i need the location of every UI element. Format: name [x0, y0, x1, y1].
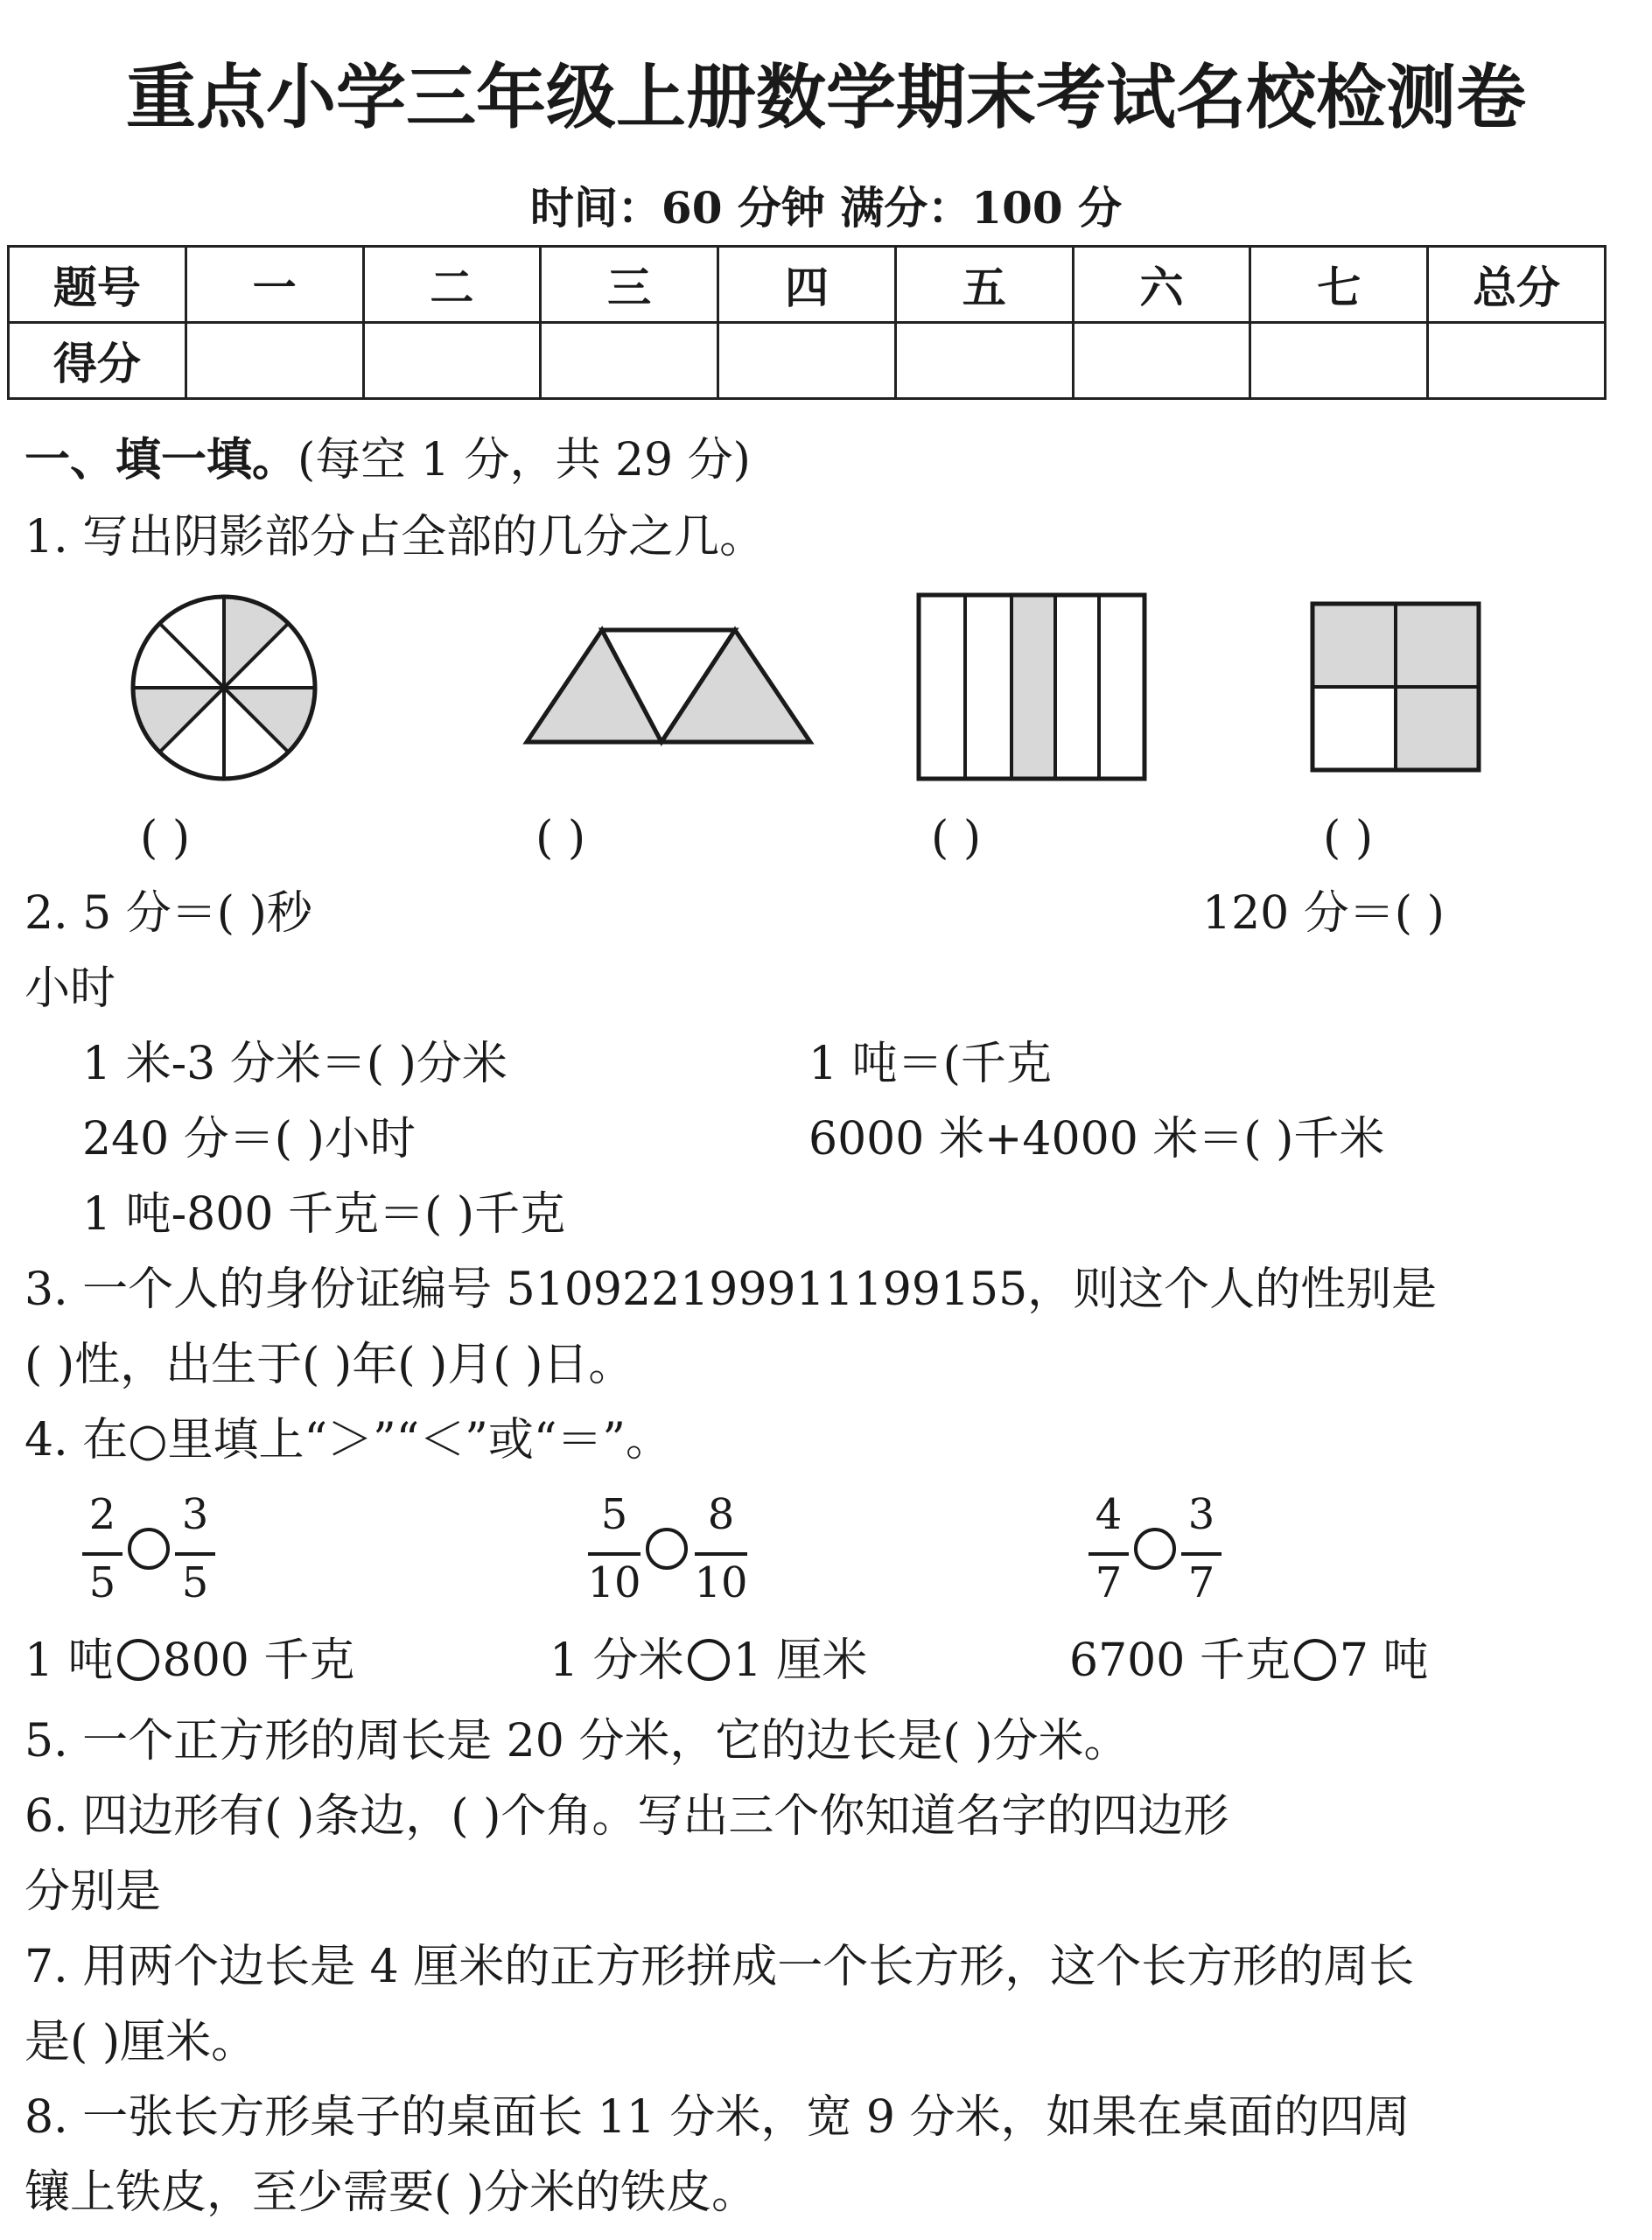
score-cell[interactable]: [186, 323, 363, 399]
denominator: 10: [587, 1558, 641, 1607]
numerator: 4: [1095, 1490, 1123, 1539]
fraction-bar: [1088, 1552, 1129, 1556]
unit-compare-left: 1 吨: [24, 1634, 114, 1687]
unit-compare-left: 1 分米: [550, 1634, 684, 1687]
question-6-line-2: 分别是: [24, 1866, 162, 1918]
fraction: [1087, 1490, 1130, 1607]
shaded-strips-figure: [915, 592, 1148, 782]
score-cell[interactable]: [541, 323, 718, 399]
question-7-line-2: 是( )厘米。: [24, 2016, 257, 2068]
score-cell[interactable]: [1428, 323, 1606, 399]
question-2-line-1-right: 120 分＝( ): [1202, 887, 1445, 940]
shaded-square-figure: [1309, 600, 1482, 774]
section-title: 一、填一填。: [24, 434, 298, 486]
compare-circle[interactable]: [117, 1639, 159, 1681]
fraction-bar: [695, 1552, 747, 1556]
fraction: [693, 1490, 749, 1607]
question-2-line-5: 1 吨-800 千克＝( )千克: [82, 1188, 566, 1241]
question-2-line-4: 240 分＝( )小时: [82, 1113, 416, 1166]
compare-circle[interactable]: [1294, 1639, 1336, 1681]
fraction: [1180, 1490, 1223, 1607]
compare-circle[interactable]: [646, 1528, 688, 1570]
numerator: 5: [600, 1490, 628, 1539]
question-6-line-1: 6. 四边形有( )条边，( )个角。写出三个你知道名字的四边形: [24, 1790, 1229, 1843]
score-header-cell: 总分: [1428, 247, 1606, 323]
question-2-line-3: 1 米-3 分米＝( )分米: [82, 1038, 508, 1090]
fraction-bar: [82, 1552, 122, 1556]
score-header-cell: 五: [895, 247, 1073, 323]
question-4: 4. 在○里填上“＞”“＜”或“＝”。: [24, 1414, 672, 1466]
page-title: 重点小学三年级上册数学期末考试名校检测卷: [126, 57, 1526, 138]
unit-compare-right: 1 厘米: [732, 1634, 868, 1687]
fraction-bar: [1181, 1552, 1222, 1556]
compare-circle[interactable]: [1134, 1528, 1176, 1570]
score-row-label: 得分: [9, 323, 186, 399]
score-header-cell: 一: [186, 247, 363, 323]
denominator: 7: [1187, 1558, 1215, 1607]
denominator: 5: [181, 1558, 209, 1607]
question-3-line-2: ( )性，出生于( )年( )月( )日。: [24, 1339, 634, 1391]
question-8-line-1: 8. 一张长方形桌子的桌面长 11 分米，宽 9 分米，如果在桌面的四周: [24, 2091, 1410, 2144]
unit-compare-left: 6700 千克: [1069, 1634, 1291, 1687]
numerator: 8: [707, 1490, 735, 1539]
section-score-note: (每空 1 分，共 29 分): [298, 434, 751, 486]
score-cell[interactable]: [718, 323, 896, 399]
fraction: [80, 1490, 124, 1607]
score-table-score-row: [9, 323, 1606, 399]
compare-circle[interactable]: [688, 1639, 730, 1681]
shaded-trapezoid-figure: [522, 623, 816, 747]
question-3-line-1: 3. 一个人的身份证编号 510922199911199155，则这个人的性别是: [24, 1264, 1438, 1316]
unit-compare: [550, 1634, 867, 1687]
score-cell[interactable]: [895, 323, 1073, 399]
fraction-bar: [588, 1552, 640, 1556]
fraction: [586, 1490, 642, 1607]
denominator: 7: [1095, 1558, 1123, 1607]
question-7-line-1: 7. 用两个边长是 4 厘米的正方形拼成一个长方形，这个长方形的周长: [24, 1941, 1415, 1993]
answer-blank[interactable]: ( ): [140, 812, 191, 864]
question-5: 5. 一个正方形的周长是 20 分米，它的边长是( )分米。: [24, 1715, 1130, 1768]
fraction: [173, 1490, 217, 1607]
unit-compare-right: 800 千克: [162, 1634, 355, 1687]
score-header-cell: 七: [1250, 247, 1428, 323]
question-8-line-2: 镶上铁皮，至少需要( )分米的铁皮。: [24, 2166, 758, 2219]
answer-blank[interactable]: ( ): [536, 812, 586, 864]
unit-compare-right: 7 吨: [1339, 1634, 1429, 1687]
score-header-cell: 二: [363, 247, 541, 323]
unit-compare: [1069, 1634, 1429, 1687]
score-header-cell: 题号: [9, 247, 186, 323]
numerator: 3: [181, 1490, 209, 1539]
score-cell[interactable]: [363, 323, 541, 399]
question-2-line-3-right: 1 吨＝(千克: [808, 1038, 1052, 1090]
score-cell[interactable]: [1073, 323, 1250, 399]
answer-blank[interactable]: ( ): [931, 812, 982, 864]
answer-blank[interactable]: ( ): [1323, 812, 1374, 864]
numerator: 3: [1187, 1490, 1215, 1539]
score-cell[interactable]: [1250, 323, 1428, 399]
numerator: 2: [88, 1490, 116, 1539]
score-header-cell: 三: [541, 247, 718, 323]
fraction-bar: [175, 1552, 215, 1556]
question-2-line-2: 小时: [24, 962, 116, 1015]
compare-circle[interactable]: [128, 1528, 170, 1570]
section-heading: [24, 434, 751, 486]
unit-compare: [24, 1634, 354, 1687]
score-table: [7, 245, 1606, 400]
question-2-line-4-right: 6000 米+4000 米＝( )千米: [808, 1113, 1385, 1166]
exam-info: 时间：60 分钟 满分：100 分: [529, 182, 1123, 234]
shaded-circle-figure: [130, 593, 318, 782]
score-header-cell: 四: [718, 247, 896, 323]
denominator: 5: [88, 1558, 116, 1607]
score-header-cell: 六: [1073, 247, 1250, 323]
score-table-header-row: [9, 247, 1606, 323]
denominator: 10: [694, 1558, 748, 1607]
question-2-line-1: 2. 5 分＝( )秒: [24, 887, 312, 940]
question-1: 1. 写出阴影部分占全部的几分之几。: [24, 511, 766, 564]
